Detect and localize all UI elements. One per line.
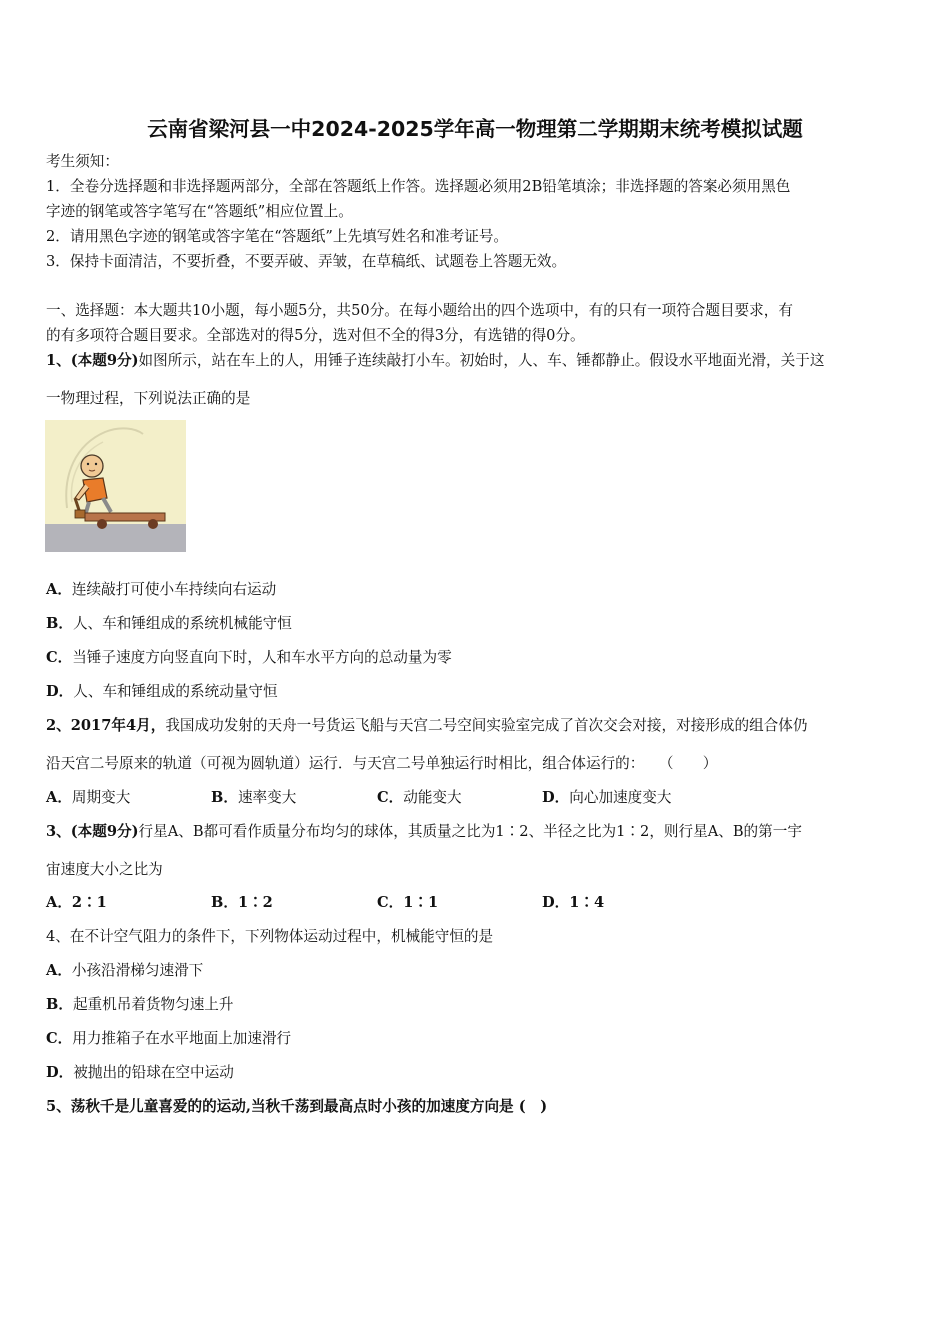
question-3-text: 行星A、B都可看作质量分布均匀的球体，其质量之比为1∶2、半径之比为1∶2，则行星A、B的第一宇	[138, 823, 802, 840]
question-1-stem-cont: 一物理过程，下列说法正确的是	[46, 390, 251, 407]
notice-item-1-cont: 字迹的钢笔或答字笔写在“答题纸”相应位置上。	[46, 203, 353, 220]
question-4-option-b	[46, 995, 233, 1015]
option-letter: D．	[542, 789, 570, 806]
option-letter: A．	[46, 894, 72, 911]
option-letter: B．	[211, 894, 238, 911]
option-letter: B．	[46, 615, 73, 632]
question-2-option-c	[377, 788, 462, 808]
question-2-option-d	[542, 788, 671, 808]
option-letter: C．	[46, 1030, 73, 1047]
option-letter: D．	[46, 1064, 74, 1081]
question-4-option-d	[46, 1063, 234, 1083]
section-intro-line-1: 一、选择题：本大题共10小题，每小题5分，共50分。在每小题给出的四个选项中，有的只有一项符合题目要求，有	[46, 302, 793, 319]
question-1-prefix: 1、(本题9分)	[46, 352, 139, 369]
question-3-option-d	[542, 893, 604, 913]
option-letter: A．	[46, 581, 72, 598]
notice-header: 考生须知：	[46, 153, 119, 170]
option-letter: C．	[377, 789, 404, 806]
option-letter: A．	[46, 789, 72, 806]
question-3-option-b	[211, 893, 273, 913]
question-2-stem	[46, 716, 807, 736]
page-title: 云南省梁河县一中2024-2025学年高一物理第二学期期末统考模拟试题	[147, 117, 803, 141]
option-letter: C．	[46, 649, 73, 666]
option-letter: B．	[211, 789, 238, 806]
option-text: 人、车和锤组成的系统动量守恒	[73, 683, 278, 700]
question-2-option-b	[211, 788, 296, 808]
question-2-prefix: 2、2017年4月，	[46, 717, 166, 734]
question-1-option-d	[46, 682, 278, 702]
question-2-stem-cont: 沿天宫二号原来的轨道（可视为圆轨道）运行．与天宫二号单独运行时相比，组合体运行的： （ ）	[46, 755, 718, 772]
option-text: 2∶1	[71, 894, 107, 911]
question-3-prefix: 3、(本题9分)	[46, 823, 139, 840]
question-1-option-c	[46, 648, 452, 668]
question-3-stem-cont: 宙速度大小之比为	[46, 861, 163, 878]
question-3-option-c	[377, 893, 438, 913]
question-4-stem: 4、在不计空气阻力的条件下，下列物体运动过程中，机械能守恒的是	[46, 928, 494, 945]
question-2-option-a	[46, 788, 130, 808]
option-text: 人、车和锤组成的系统机械能守恒	[72, 615, 292, 632]
option-text: 1∶2	[237, 894, 273, 911]
option-text: 当锤子速度方向竖直向下时，人和车水平方向的总动量为零	[72, 649, 452, 666]
option-text: 起重机吊着货物匀速上升	[72, 996, 234, 1013]
option-letter: C．	[377, 894, 404, 911]
notice-item-1: 1．全卷分选择题和非选择题两部分，全部在答题纸上作答。选择题必须用2B铅笔填涂；非选择题的答案必须用黑色	[46, 178, 791, 195]
option-text: 1∶4	[569, 894, 605, 911]
question-1-stem	[46, 351, 824, 371]
option-letter: A．	[46, 962, 72, 979]
question-4-option-a	[46, 961, 203, 981]
option-text: 向心加速度变大	[569, 789, 672, 806]
question-2-text: 我国成功发射的天舟一号货运飞船与天宫二号空间实验室完成了首次交会对接，对接形成的组合体仍	[165, 717, 808, 734]
option-text: 被抛出的铅球在空中运动	[73, 1064, 234, 1081]
question-1-option-b	[46, 614, 292, 634]
option-text: 周期变大	[71, 789, 131, 806]
question-1-figure	[45, 420, 186, 552]
option-text: 动能变大	[403, 789, 462, 806]
option-letter: D．	[46, 683, 74, 700]
option-text: 1∶1	[403, 894, 439, 911]
notice-item-3: 3．保持卡面清洁，不要折叠，不要弄破、弄皱，在草稿纸、试题卷上答题无效。	[46, 253, 567, 270]
question-1-text: 如图所示，站在车上的人，用锤子连续敲打小车。初始时，人、车、锤都静止。假设水平地面光滑，关于这	[138, 352, 825, 369]
option-letter: D．	[542, 894, 570, 911]
question-3-stem	[46, 822, 802, 842]
question-3-option-a	[46, 893, 107, 913]
question-5-stem: 5、荡秋千是儿童喜爱的的运动,当秋千荡到最高点时小孩的加速度方向是 ( )	[46, 1098, 548, 1115]
option-text: 速率变大	[237, 789, 297, 806]
notice-item-2: 2．请用黑色字迹的钢笔或答字笔在“答题纸”上先填写姓名和准考证号。	[46, 228, 509, 245]
option-letter: B．	[46, 996, 73, 1013]
option-text: 小孩沿滑梯匀速滑下	[71, 962, 204, 979]
question-1-option-a	[46, 580, 276, 600]
option-text: 用力推箱子在水平地面上加速滑行	[72, 1030, 292, 1047]
section-intro-line-2: 的有多项符合题目要求。全部选对的得5分，选对但不全的得3分，有选错的得0分。	[46, 327, 585, 344]
option-text: 连续敲打可使小车持续向右运动	[71, 581, 277, 598]
question-4-option-c	[46, 1029, 291, 1049]
